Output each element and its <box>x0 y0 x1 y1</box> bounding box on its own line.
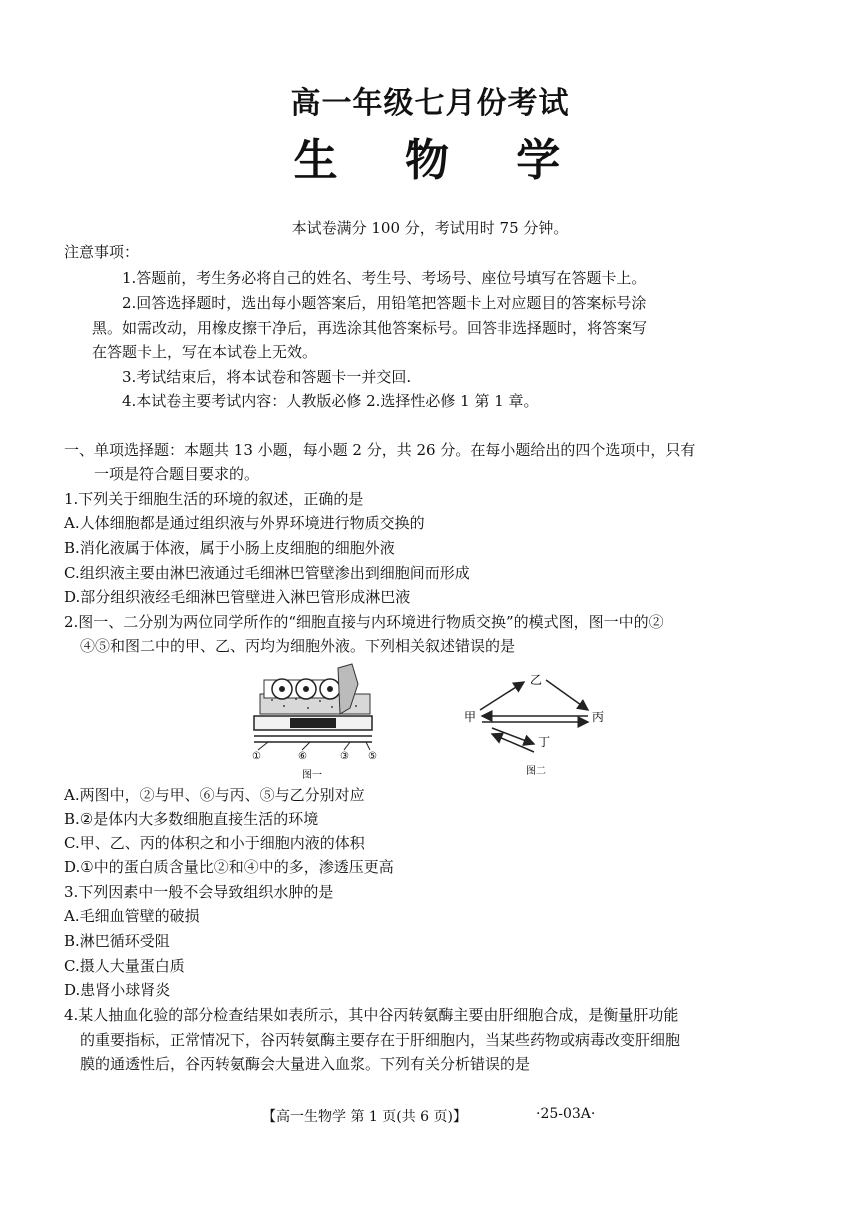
notice-item: 4.本试卷主要考试内容：人教版必修 2.选择性必修 1 第 1 章。 <box>122 392 539 410</box>
figure-2-node-ding: 丁 <box>538 735 551 749</box>
question-2-stem: 2.图一、二分别为两位同学所作的“细胞直接与内环境进行物质交换”的模式图，图一中的② <box>64 613 664 631</box>
question-3-option-d: D.患肾小球肾炎 <box>64 981 171 999</box>
footer-code: ·25-03A· <box>536 1106 596 1122</box>
question-2-option-a: A.两图中，②与甲、⑥与丙、⑤与乙分别对应 <box>64 786 365 804</box>
notice-title: 注意事项： <box>64 243 140 261</box>
figure-1-label: ⑤ <box>368 751 377 762</box>
score-time-note: 本试卷满分 100 分，考试用时 75 分钟。 <box>291 219 569 237</box>
section-heading-cont: 一项是符合题目要求的。 <box>94 465 260 483</box>
figure-1-label: ① <box>252 751 261 762</box>
question-4-stem-cont: 的重要指标，正常情况下，谷丙转氨酶主要存在于肝细胞内，当某些药物或病毒改变肝细胞 <box>80 1031 681 1049</box>
question-3-option-c: C.摄人大量蛋白质 <box>64 957 185 975</box>
figure-1-label: ③ <box>340 751 349 762</box>
notice-item: 黑。如需改动，用橡皮擦干净后，再选涂其他答案标号。回答非选择题时，将答案写 <box>92 319 648 337</box>
figure-2-flow-diagram <box>462 668 612 778</box>
figure-1-tissue-diagram <box>240 658 390 783</box>
notice-item: 在答题卡上，写在本试卷上无效。 <box>92 343 318 361</box>
subject-title: 生 物 学 <box>293 135 587 186</box>
notice-item: 1.答题前，考生务必将自己的姓名、考生号、考场号、座位号填写在答题卡上。 <box>122 269 647 287</box>
figure-1-caption: 图一 <box>302 770 322 781</box>
notice-item: 2.回答选择题时，选出每小题答案后，用铅笔把答题卡上对应题目的答案标号涂 <box>122 294 647 312</box>
question-2-option-c: C.甲、乙、丙的体积之和小于细胞内液的体积 <box>64 834 365 852</box>
figure-2-node-bing: 丙 <box>592 710 605 724</box>
question-1-option-a: A.人体细胞都是通过组织液与外界环境进行物质交换的 <box>64 514 425 532</box>
notice-item: 3.考试结束后，将本试卷和答题卡一并交回. <box>122 368 412 386</box>
question-1-option-b: B.消化液属于体液，属于小肠上皮细胞的细胞外液 <box>64 539 395 557</box>
question-2-stem-cont: ④⑤和图二中的甲、乙、丙均为细胞外液。下列相关叙述错误的是 <box>80 637 516 655</box>
question-4-stem: 4.某人抽血化验的部分检查结果如表所示，其中谷丙转氨酶主要由肝细胞合成，是衡量肝功能 <box>64 1006 679 1024</box>
question-3-stem: 3.下列因素中一般不会导致组织水肿的是 <box>64 883 334 901</box>
question-1-stem: 1.下列关于细胞生活的环境的叙述，正确的是 <box>64 490 364 508</box>
footer-page-info: 【高一生物学 第 1 页(共 6 页)】 <box>262 1109 467 1125</box>
figure-2-node-yi: 乙 <box>530 673 543 687</box>
figure-1-label: ⑥ <box>298 751 307 762</box>
question-4-stem-cont: 膜的通透性后，谷丙转氨酶会大量进入血浆。下列有关分析错误的是 <box>80 1055 531 1073</box>
question-2-option-d: D.①中的蛋白质含量比②和④中的多，渗透压更高 <box>64 858 394 876</box>
section-heading: 一、单项选择题：本题共 13 小题，每小题 2 分，共 26 分。在每小题给出的四个选项中，只有 <box>64 441 696 459</box>
question-3-option-b: B.淋巴循环受阻 <box>64 932 170 950</box>
question-1-option-d: D.部分组织液经毛细淋巴管壁进入淋巴管形成淋巴液 <box>64 588 411 606</box>
question-1-option-c: C.组织液主要由淋巴液通过毛细淋巴管壁渗出到细胞间而形成 <box>64 564 470 582</box>
figure-2-node-jia: 甲 <box>464 710 477 724</box>
figure-2-caption: 图二 <box>526 766 546 777</box>
question-2-option-b: B.②是体内大多数细胞直接生活的环境 <box>64 810 319 828</box>
exam-title: 高一年级七月份考试 <box>290 86 570 121</box>
question-3-option-a: A.毛细血管壁的破损 <box>64 907 200 925</box>
